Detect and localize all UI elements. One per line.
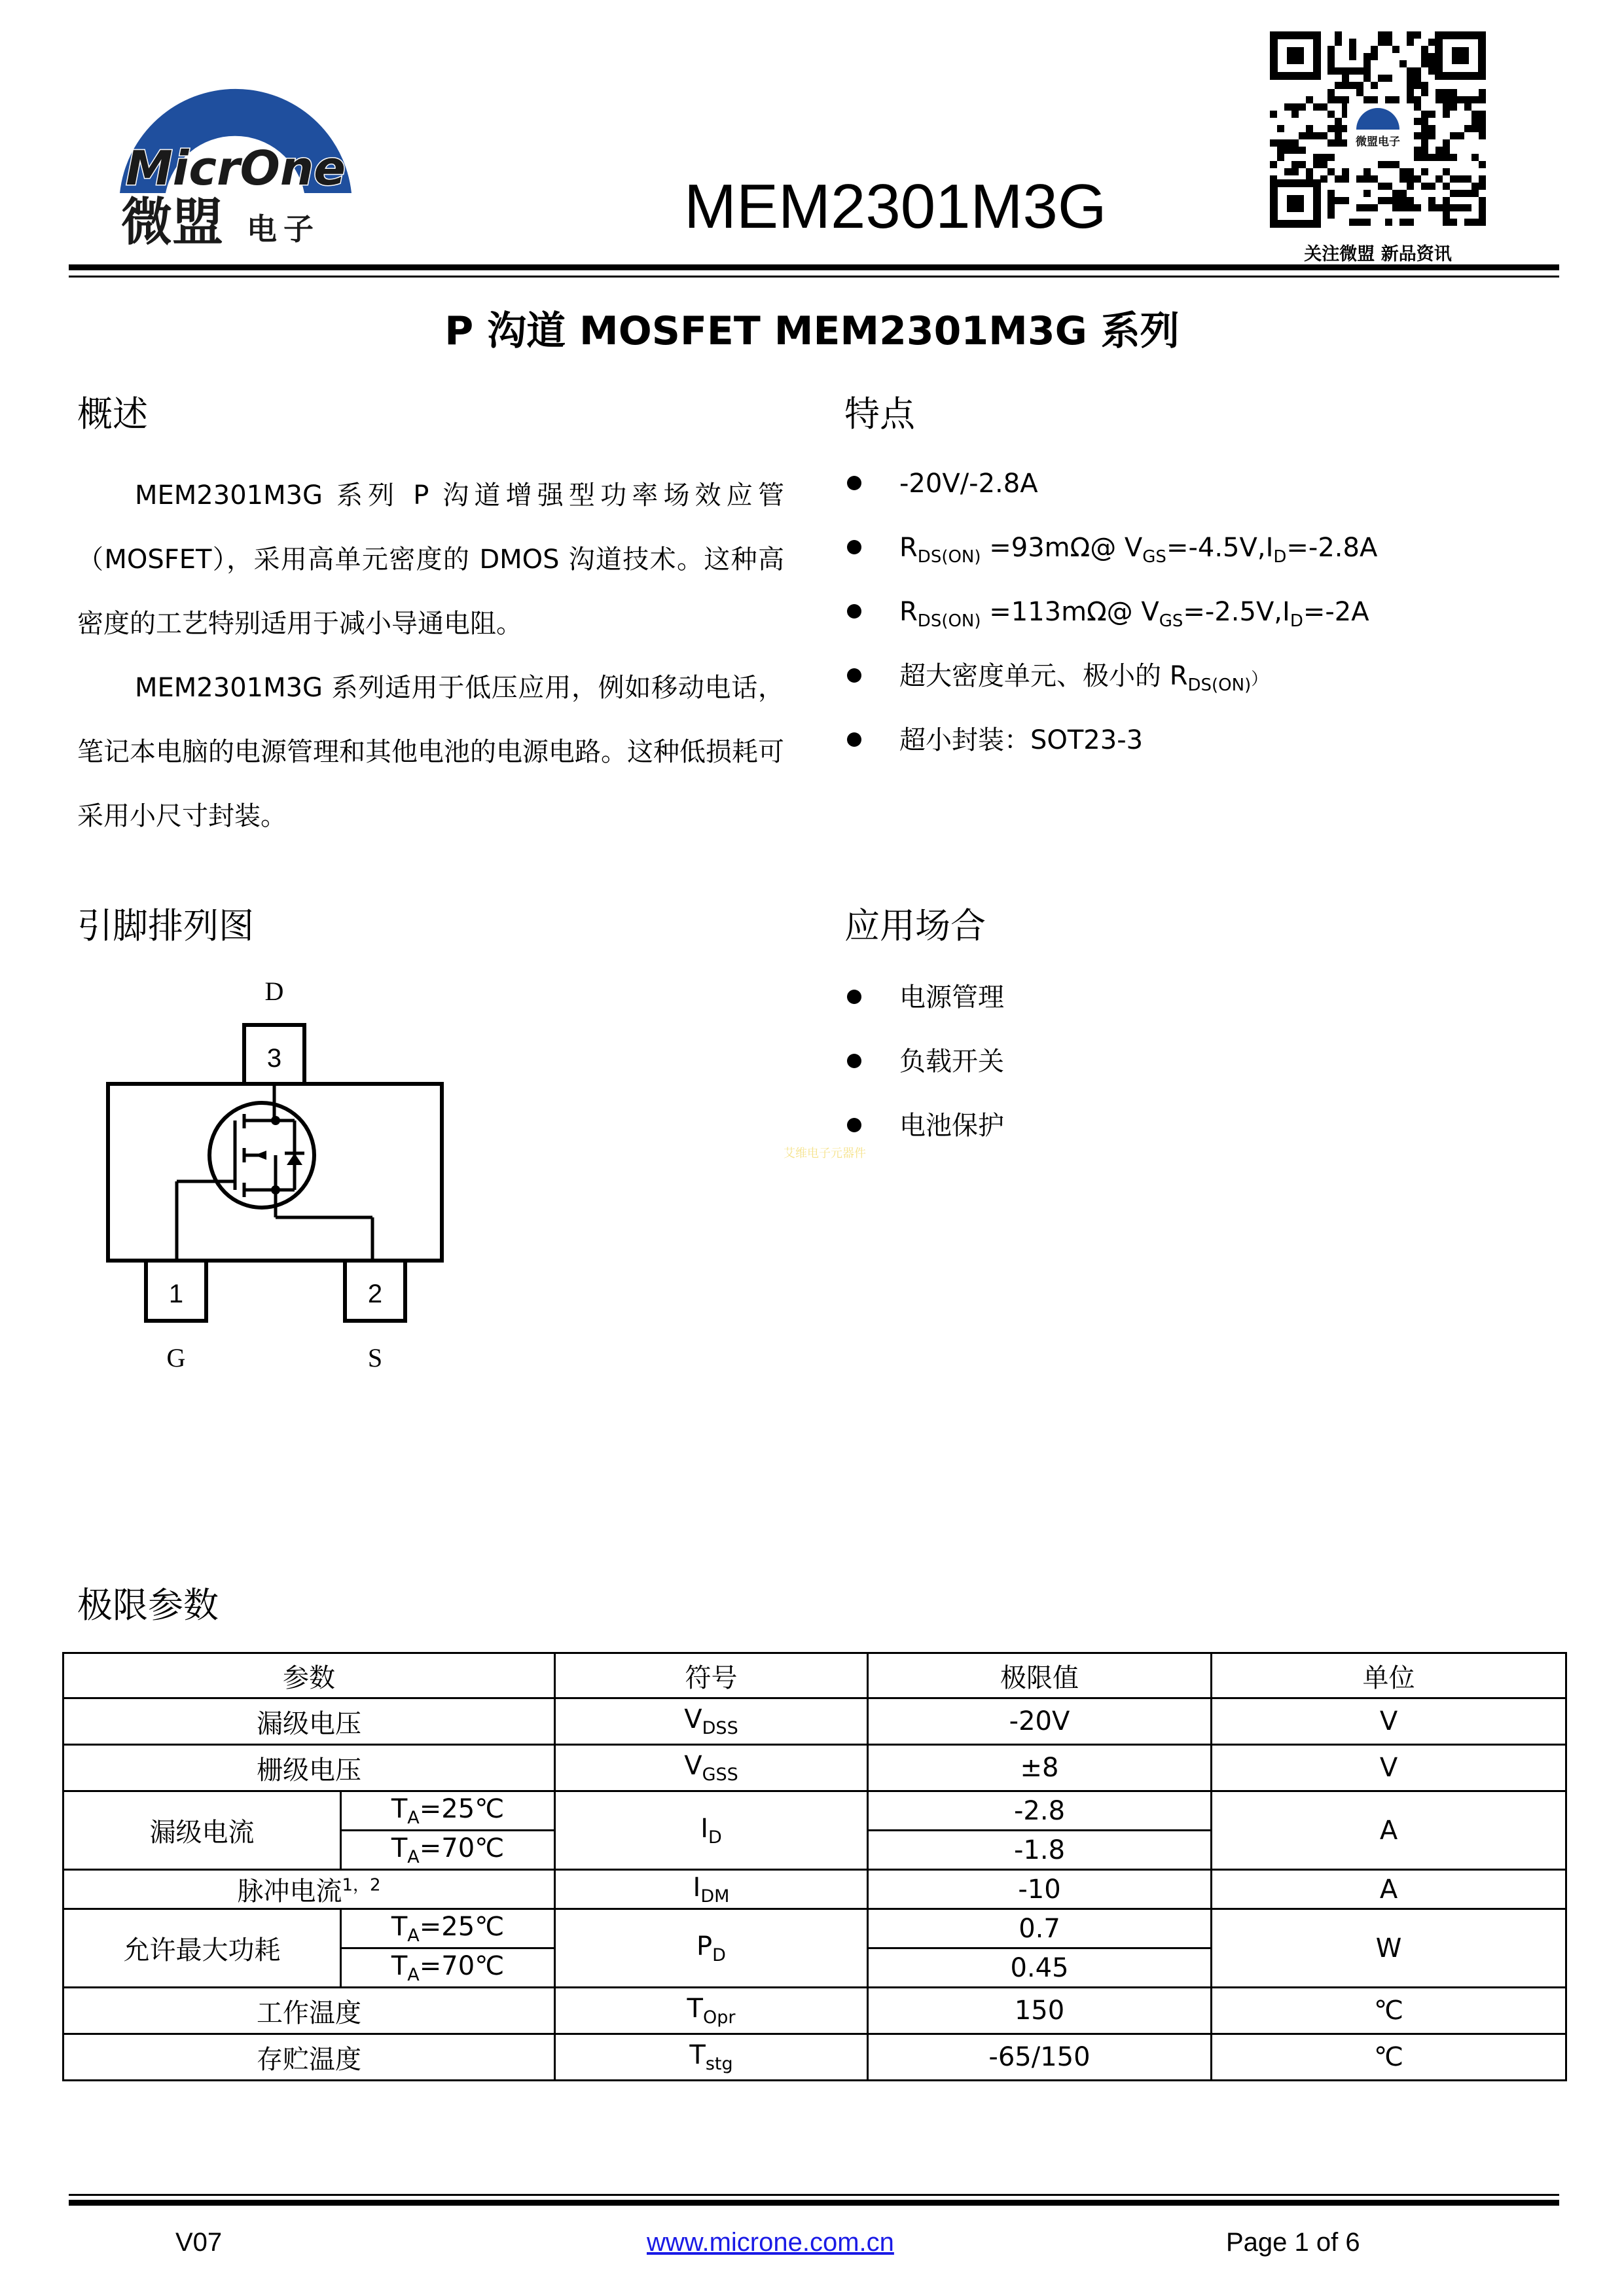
qr-code-icon <box>1270 31 1486 228</box>
pin1-name: G <box>166 1343 186 1372</box>
qr-logo-text: 微盟电子 <box>1356 135 1400 149</box>
pin1-number: 1 <box>168 1280 184 1308</box>
footer-version: V07 <box>175 2228 223 2257</box>
param-value: -1.8 <box>868 1831 1212 1870</box>
applications-heading: 应用场合 <box>844 905 986 946</box>
application-item: 电源管理 <box>844 965 1004 1030</box>
param-unit: A <box>1212 1791 1566 1870</box>
feature-item: -20V/-2.8A <box>844 452 1377 516</box>
bullet-icon <box>847 604 861 619</box>
limits-heading: 极限参数 <box>77 1585 219 1626</box>
param-symbol: $V_{DSS}$ <box>555 1698 868 1745</box>
document-title: P 沟道 MOSFET MEM2301M3G 系列 <box>444 308 1180 354</box>
logo-latin-text: MicrOne <box>126 141 346 196</box>
param-value: -20V <box>868 1698 1212 1745</box>
footer-rule-thin <box>69 2194 1559 2196</box>
applications-list <box>844 965 1004 1158</box>
param-unit: V <box>1212 1698 1566 1745</box>
column-header: 参数 <box>63 1653 555 1698</box>
param-value: 0.7 <box>868 1909 1212 1948</box>
param-name: 漏级电压 <box>63 1698 555 1745</box>
pinout-heading: 引脚排列图 <box>77 905 254 946</box>
param-symbol: $V_{GSS}$ <box>555 1745 868 1791</box>
feature-item: 超大密度单元、极小的 $R_{DS(ON)}$） <box>844 644 1377 708</box>
limits-table <box>62 1652 1567 2081</box>
param-symbol: $P_D$ <box>555 1909 868 1988</box>
footer-rule-thick <box>69 2200 1559 2206</box>
param-name: 脉冲电流$^{1,2}$ <box>63 1870 555 1909</box>
param-name: 工作温度 <box>63 1988 555 2034</box>
table-row <box>63 1909 1566 1948</box>
param-name: 漏级电流 <box>63 1791 341 1870</box>
watermark: 艾维电子元器件 <box>784 1147 866 1160</box>
param-symbol: $T_{Opr}$ <box>555 1988 868 2034</box>
column-header: 单位 <box>1212 1653 1566 1698</box>
microne-logo <box>108 39 363 255</box>
footer-website-link[interactable]: www.microne.com.cn <box>647 2228 894 2257</box>
qr-caption: 关注微盟 新品资讯 <box>1304 244 1452 264</box>
param-condition: $T_A=25℃$ <box>341 1909 555 1948</box>
features-list <box>844 452 1377 772</box>
table-row <box>63 1698 1566 1745</box>
param-unit: V <box>1212 1745 1566 1791</box>
param-value: -65/150 <box>868 2034 1212 2081</box>
param-unit: ℃ <box>1212 2034 1566 2081</box>
header-rule-thin <box>69 276 1559 278</box>
param-value: 150 <box>868 1988 1212 2034</box>
param-unit: A <box>1212 1870 1566 1909</box>
feature-item: 超小封装：SOT23-3 <box>844 708 1377 772</box>
param-condition: $T_A=70℃$ <box>341 1948 555 1988</box>
bullet-icon <box>847 1054 861 1068</box>
param-name: 栅级电压 <box>63 1745 555 1791</box>
overview-paragraph: MEM2301M3G 系列适用于低压应用，例如移动电话，笔记本电脑的电源管理和其他电池的电源电路。这种低损耗可采用小尺寸封装。 <box>77 673 784 831</box>
overview-heading: 概述 <box>77 393 148 435</box>
param-condition: $T_A=70℃$ <box>341 1831 555 1870</box>
header-rule-thick <box>69 264 1559 270</box>
param-condition: $T_A=25℃$ <box>341 1791 555 1831</box>
logo-chinese-small: 电子 <box>247 211 320 247</box>
param-name: 存贮温度 <box>63 2034 555 2081</box>
feature-item: $R_{DS(ON)}$ =93mΩ@ $V_{GS}=-4.5V,I_D=-2.8A$ <box>844 516 1377 580</box>
param-symbol: $I_D$ <box>555 1791 868 1870</box>
overview-paragraph: MEM2301M3G 系列 P 沟道增强型功率场效应管（MOSFET），采用高单元密度的 DMOS 沟道技术。这种高密度的工艺特别适用于减小导通电阻。 <box>77 480 784 639</box>
footer-page-number: Page 1 of 6 <box>1226 2228 1360 2257</box>
param-value: -10 <box>868 1870 1212 1909</box>
pin3-name: D <box>264 977 284 1006</box>
param-unit: ℃ <box>1212 1988 1566 2034</box>
table-header-row <box>63 1653 1566 1698</box>
table-row <box>63 1870 1566 1909</box>
bullet-icon <box>847 1118 861 1132</box>
param-value: -2.8 <box>868 1791 1212 1831</box>
part-number-title: MEM2301M3G <box>684 171 1107 242</box>
table-row <box>63 1745 1566 1791</box>
bullet-icon <box>847 990 861 1004</box>
column-header: 符号 <box>555 1653 868 1698</box>
param-symbol: $T_{stg}$ <box>555 2034 868 2081</box>
bullet-icon <box>847 540 861 554</box>
pin3-number: 3 <box>266 1044 282 1073</box>
param-unit: W <box>1212 1909 1566 1988</box>
application-item: 负载开关 <box>844 1030 1004 1094</box>
pin2-number: 2 <box>367 1280 383 1308</box>
param-value: ±8 <box>868 1745 1212 1791</box>
table-row <box>63 1988 1566 2034</box>
application-item: 电池保护 <box>844 1094 1004 1158</box>
feature-item: $R_{DS(ON)}$ =113mΩ@ $V_{GS}=-2.5V,I_D=-2A$ <box>844 580 1377 644</box>
param-symbol: $I_{DM}$ <box>555 1870 868 1909</box>
param-name: 允许最大功耗 <box>63 1909 341 1988</box>
features-heading: 特点 <box>844 393 915 435</box>
table-row <box>63 1791 1566 1831</box>
pin-diagram <box>95 969 461 1388</box>
table-row <box>63 2034 1566 2081</box>
bullet-icon <box>847 668 861 683</box>
pin2-name: S <box>367 1343 383 1372</box>
logo-chinese-big: 微盟 <box>121 193 224 252</box>
column-header: 极限值 <box>868 1653 1212 1698</box>
bullet-icon <box>847 732 861 747</box>
overview-body <box>77 463 784 848</box>
bullet-icon <box>847 476 861 490</box>
param-value: 0.45 <box>868 1948 1212 1988</box>
